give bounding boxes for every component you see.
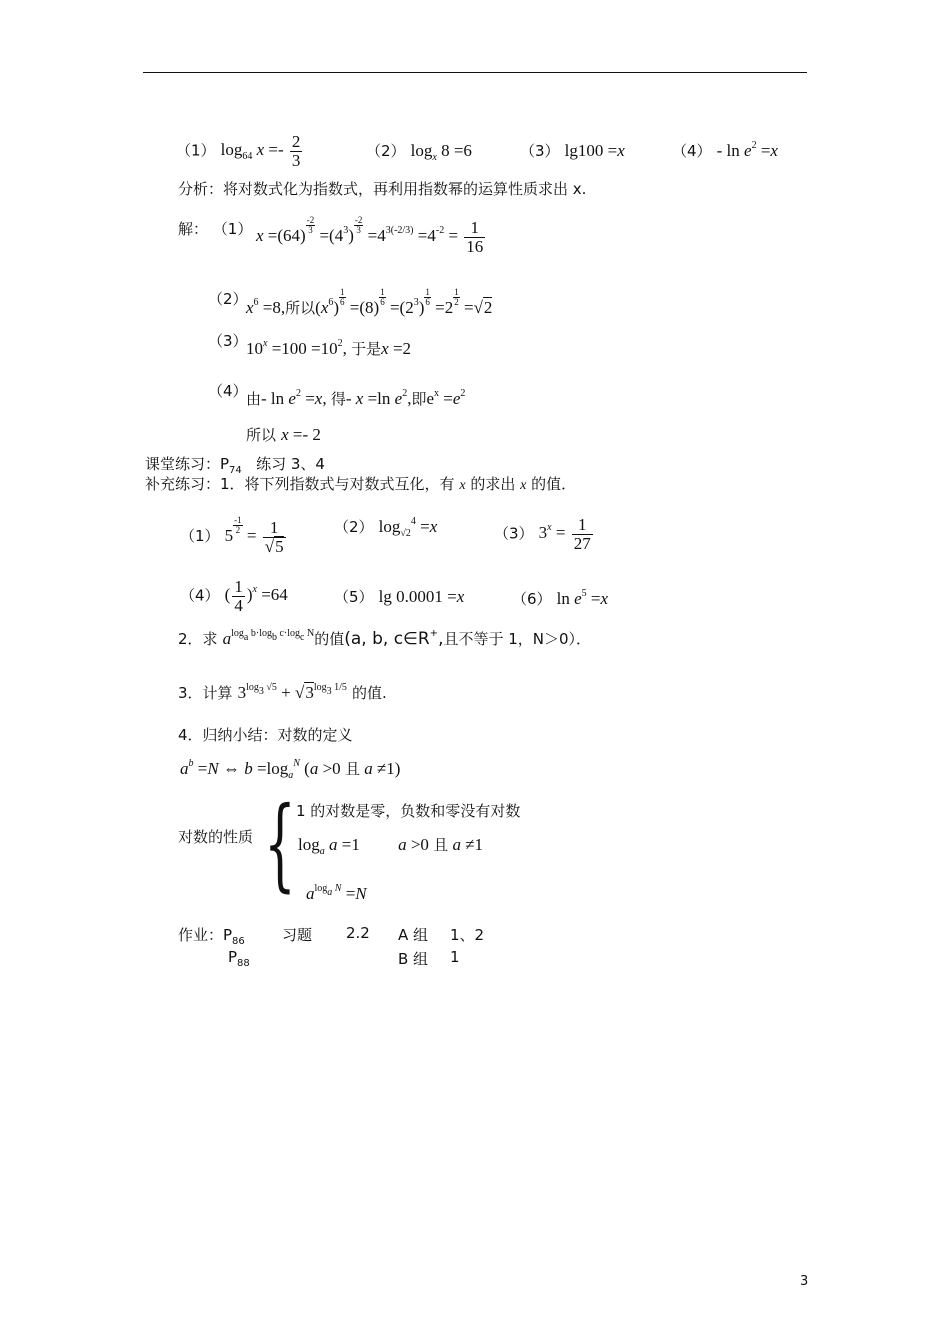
property-1: 1 的对数是零，负数和零没有对数 <box>296 802 521 820</box>
practice-1 <box>180 516 288 555</box>
practice-2-label: （2） <box>334 518 374 536</box>
class-practice: 课堂练习：$P_{74}$ 练习 3、4 <box>145 455 325 476</box>
solution-2-formula: $x^6 =8$,所以$(x^6)$ $\frac{1}{6}$ =(8) $\frac{1}{6}$ $=(2^3)$ $\frac{1}{6}$ =2 $\frac{1}{2}$ =√2 <box>246 287 493 317</box>
homework-label: 作业：$P_{86}$ <box>178 926 245 947</box>
word-so: 所以 <box>246 426 277 444</box>
practice-3-formula: $3^x$ = $\frac{1}{27}$ <box>538 515 591 553</box>
summary-title: 4．归纳小结：对数的定义 <box>178 726 353 744</box>
question-2-condition: 且不等于 1，N＞0）． <box>443 630 592 648</box>
analysis-text: 分析：将对数式化为指数式，再利用指数幂的运算性质求出 x. <box>178 180 587 198</box>
practice-3 <box>494 516 595 553</box>
homework-col-3: 2.2 <box>346 924 370 942</box>
example-2 <box>366 140 472 161</box>
practice-5-label: （5） <box>334 588 374 606</box>
practice-1-label: （1） <box>180 527 220 545</box>
question-2-prefix: 2．求 <box>178 630 218 648</box>
example-4-label: （4） <box>672 142 712 160</box>
header-rule <box>143 72 807 73</box>
practice-3-label: （3） <box>494 524 534 543</box>
homework-col-4: A 组 <box>398 926 429 944</box>
property-3: $a^{log_a N} =N$ <box>306 883 367 903</box>
word-de: 得 <box>330 390 346 408</box>
example-3-label: （3） <box>520 142 560 160</box>
log-definition: $a^b =N$ ⇔ $b =\log_a^N$ (a >0 且 a ≠1) <box>180 758 401 781</box>
solution-3-formula: $10^x =100 =10^2$, 于是x =2 <box>246 338 412 358</box>
question-3-prefix: 3．计算 <box>178 684 233 702</box>
practice-2 <box>334 516 437 537</box>
word-you: 由 <box>246 390 262 408</box>
solution-conclusion: 所以 x =- 2 <box>246 425 321 444</box>
property-2: $\log_a a =1$ a >0 且 a ≠1 <box>298 835 484 857</box>
example-3-formula: lg100 =x <box>564 141 625 160</box>
solution-label: 解： （1） <box>178 220 253 238</box>
example-4-formula: - $\ln e^2 =x$ <box>716 140 778 160</box>
question-2-suffix: 的值 <box>314 630 345 648</box>
solution-4-formula: 由- $\ln e^2 =x$, 得- x =ln $e^2$,即$e^x =e^2$ <box>246 388 466 408</box>
example-1-formula: $\log_{64} x$ =- $\frac{2}{3}$ <box>220 132 301 170</box>
practice-6 <box>512 588 608 609</box>
practice-2-formula: $\log_{√2}^4 =x$ <box>378 516 438 539</box>
question-3 <box>178 682 387 703</box>
word-and: 且 <box>344 760 360 778</box>
example-4 <box>672 140 778 161</box>
practice-5 <box>334 586 464 607</box>
practice-5-formula: lg 0.0001 =x <box>378 587 465 606</box>
homework-col-5b: 1 <box>450 948 460 966</box>
supplement-intro: 补充练习：1．将下列指数式与对数式互化，有 x 的求出 x 的值． <box>145 475 577 493</box>
practice-4-label: （4） <box>180 586 220 605</box>
example-2-label: （2） <box>366 142 406 160</box>
solution-3-label: （3） <box>208 332 248 350</box>
word-suoyi: 所以 <box>285 299 316 317</box>
question-3-suffix: 的值. <box>352 684 387 702</box>
practice-4 <box>180 578 288 615</box>
homework-col-4b: B 组 <box>398 950 429 968</box>
brace-icon: { <box>264 785 296 902</box>
homework-label-2: $P_{88}$ <box>228 948 250 969</box>
solution-4-label: （4） <box>208 382 248 400</box>
practice-4-formula: ( $\frac{1}{4}$ )$^x$ =64 <box>224 577 288 615</box>
practice-6-formula: $\ln e^5 =x$ <box>556 588 609 608</box>
property-label: 对数的性质 <box>178 828 254 846</box>
question-3-formula: $3^{log_3 √5} + √3^{log_3 1/5}$ <box>237 682 347 702</box>
example-row <box>176 133 304 170</box>
homework-col-5: 1、2 <box>450 926 485 944</box>
homework-col-2: 习题 <box>282 926 313 944</box>
example-2-formula: $\log_x 8 =6$ <box>410 141 472 163</box>
word-yushi: 于是 <box>351 340 382 358</box>
practice-1-formula: 5 $\frac{-1}{2}$ = $\frac{1}{√5}$ <box>224 515 284 556</box>
practice-6-label: （6） <box>512 590 552 608</box>
page-number: 3 <box>800 1274 809 1289</box>
question-2-formula: $a^{log_a b\cdot log_b c\cdot log_c N}$ <box>222 628 315 648</box>
example-1-label: （1） <box>176 141 216 160</box>
word-ji: 即 <box>411 390 427 408</box>
solution-1-formula: x =(64) $\frac{-2}{3}$ $=(4^3)$ $\frac{-2}{3}$ $=4^{3(-2/3)} =4^{-2}$ = $\frac{1}{16}$ <box>256 215 484 256</box>
question-2: 2．求 $a^{log_a b\cdot log_b c\cdot log_c N}$的值(a, b, c∈R+,且不等于 1，N＞0）． <box>178 628 592 649</box>
word-and-2: 且 <box>433 836 449 854</box>
solution-2-label: （2） <box>208 290 248 308</box>
example-3 <box>520 140 625 161</box>
